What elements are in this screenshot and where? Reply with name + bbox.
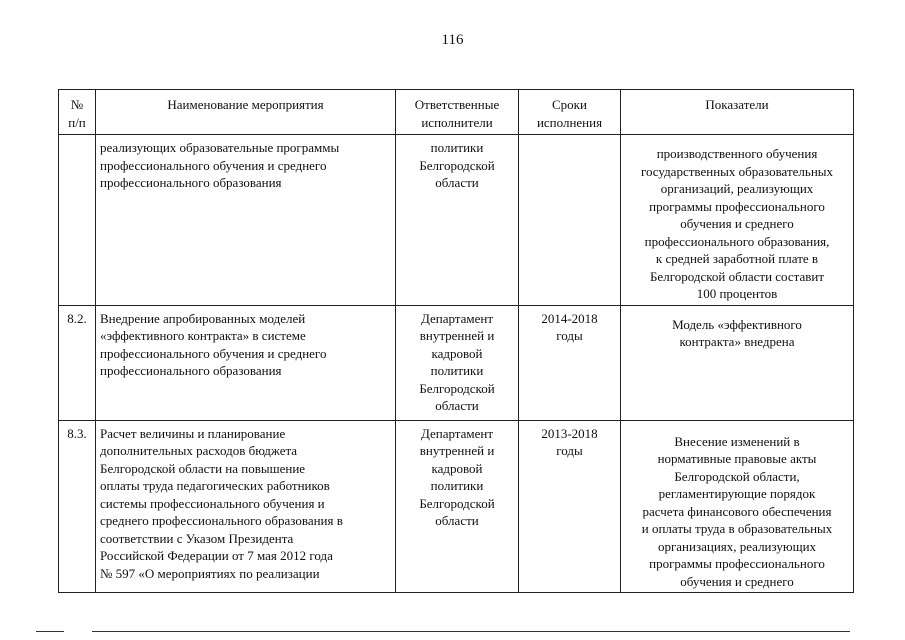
text-line: Расчет величины и планирование	[100, 425, 286, 441]
header-term	[519, 90, 621, 135]
text-line: Внесение изменений в	[674, 433, 800, 449]
text-line: Департамент	[420, 310, 494, 326]
row-responsible	[396, 420, 519, 593]
text-line: Наименование мероприятия	[167, 97, 324, 112]
text-line: политики	[430, 478, 484, 493]
text-line: области	[435, 175, 479, 190]
text-line: профессионального обучения и среднего	[100, 157, 327, 173]
text-line: Модель «эффективного	[672, 316, 802, 332]
text-line: Департамент	[420, 425, 494, 441]
text-line: среднего профессионального образования в	[100, 513, 343, 528]
text-line: 100 процентов	[696, 286, 778, 301]
text-line: годы	[556, 443, 583, 458]
text-line: политики	[430, 140, 484, 155]
row-name	[96, 420, 396, 593]
text-line: Белгородской	[419, 157, 495, 173]
text-line: кадровой	[431, 460, 483, 476]
text-line: системы профессионального обучения и	[100, 495, 325, 511]
row-term	[519, 135, 621, 306]
text-line: №	[70, 97, 84, 112]
text-line: Внедрение апробированных моделей	[100, 310, 306, 326]
text-line: программы профессионального	[649, 198, 825, 214]
text-line: организациях, реализующих	[657, 538, 817, 554]
text-line: дополнительных расходов бюджета	[100, 443, 298, 458]
row-term	[519, 305, 621, 420]
text-line: нормативные правовые акты	[657, 451, 817, 466]
text-line: области	[435, 513, 479, 528]
row-num	[59, 135, 96, 306]
text-line: Белгородской области составит	[649, 268, 825, 284]
row-name	[96, 135, 396, 306]
text-line: профессионального образования	[100, 175, 282, 190]
text-line: Белгородской	[419, 380, 495, 396]
text-line: расчета финансового обеспечения	[642, 503, 832, 519]
text-line: обучения и среднего	[680, 573, 794, 589]
row-indicators	[621, 135, 854, 306]
text-line: Российской Федерации от 7 мая 2012 года	[100, 548, 333, 563]
text-line: контракта» внедрена	[679, 334, 795, 349]
page-number: 116	[441, 32, 464, 48]
text-line: профессионального образования	[100, 363, 282, 378]
text-line: производственного обучения	[656, 146, 818, 161]
text-line: соответствии с Указом Президента	[100, 530, 294, 546]
text-line: Показатели	[705, 97, 769, 112]
text-line: п/п	[68, 114, 86, 130]
row-num: 8.2.	[59, 305, 96, 420]
text-line: Белгородской	[419, 495, 495, 511]
text-line: области	[435, 398, 479, 413]
text-line: к средней заработной плате в	[655, 251, 819, 266]
row-responsible	[396, 135, 519, 306]
header-name	[96, 90, 396, 135]
row-num: 8.3.	[59, 420, 96, 593]
text-line: № 597 «О мероприятиях по реализации	[100, 565, 320, 581]
bottom-rule-left	[36, 631, 64, 632]
text-line: Белгородской области на повышение	[100, 460, 306, 476]
header-responsible	[396, 90, 519, 135]
text-line: годы	[556, 328, 583, 343]
bottom-rule-right	[92, 631, 850, 632]
text-line: кадровой	[431, 345, 483, 361]
table-row	[59, 135, 854, 306]
header-indicators	[621, 90, 854, 135]
text-line: Сроки	[552, 97, 587, 112]
text-line: регламентирующие порядок	[658, 486, 816, 501]
text-line: внутренней и	[419, 443, 495, 458]
row-name	[96, 305, 396, 420]
text-line: обучения и среднего	[680, 216, 794, 231]
text-line: организаций, реализующих	[660, 181, 814, 196]
text-line: исполнения	[536, 114, 603, 130]
text-line: Белгородской области,	[674, 468, 800, 484]
text-line: Ответственные	[414, 97, 500, 112]
table-row	[59, 305, 854, 420]
row-term	[519, 420, 621, 593]
text-line: «эффективного контракта» в системе	[100, 328, 306, 343]
text-line: 2013-2018	[541, 425, 598, 441]
row-responsible	[396, 305, 519, 420]
text-line: профессионального обучения и среднего	[100, 345, 327, 361]
text-line: реализующих образовательные программы	[100, 140, 340, 155]
text-line: внутренней и	[419, 328, 495, 343]
text-line: исполнители	[421, 114, 493, 130]
text-line: политики	[430, 363, 484, 378]
text-line: 2014-2018	[541, 310, 598, 326]
row-indicators	[621, 305, 854, 420]
text-line: профессионального образования,	[644, 233, 830, 249]
table-header-row	[59, 90, 854, 135]
row-indicators	[621, 420, 854, 593]
measures-table	[58, 89, 854, 593]
header-num	[59, 90, 96, 135]
table-row	[59, 420, 854, 593]
text-line: и оплаты труда в образовательных	[641, 521, 833, 536]
text-line: оплаты труда педагогических работников	[100, 478, 330, 493]
text-line: программы профессионального	[649, 556, 825, 571]
text-line: государственных образовательных	[640, 163, 834, 179]
